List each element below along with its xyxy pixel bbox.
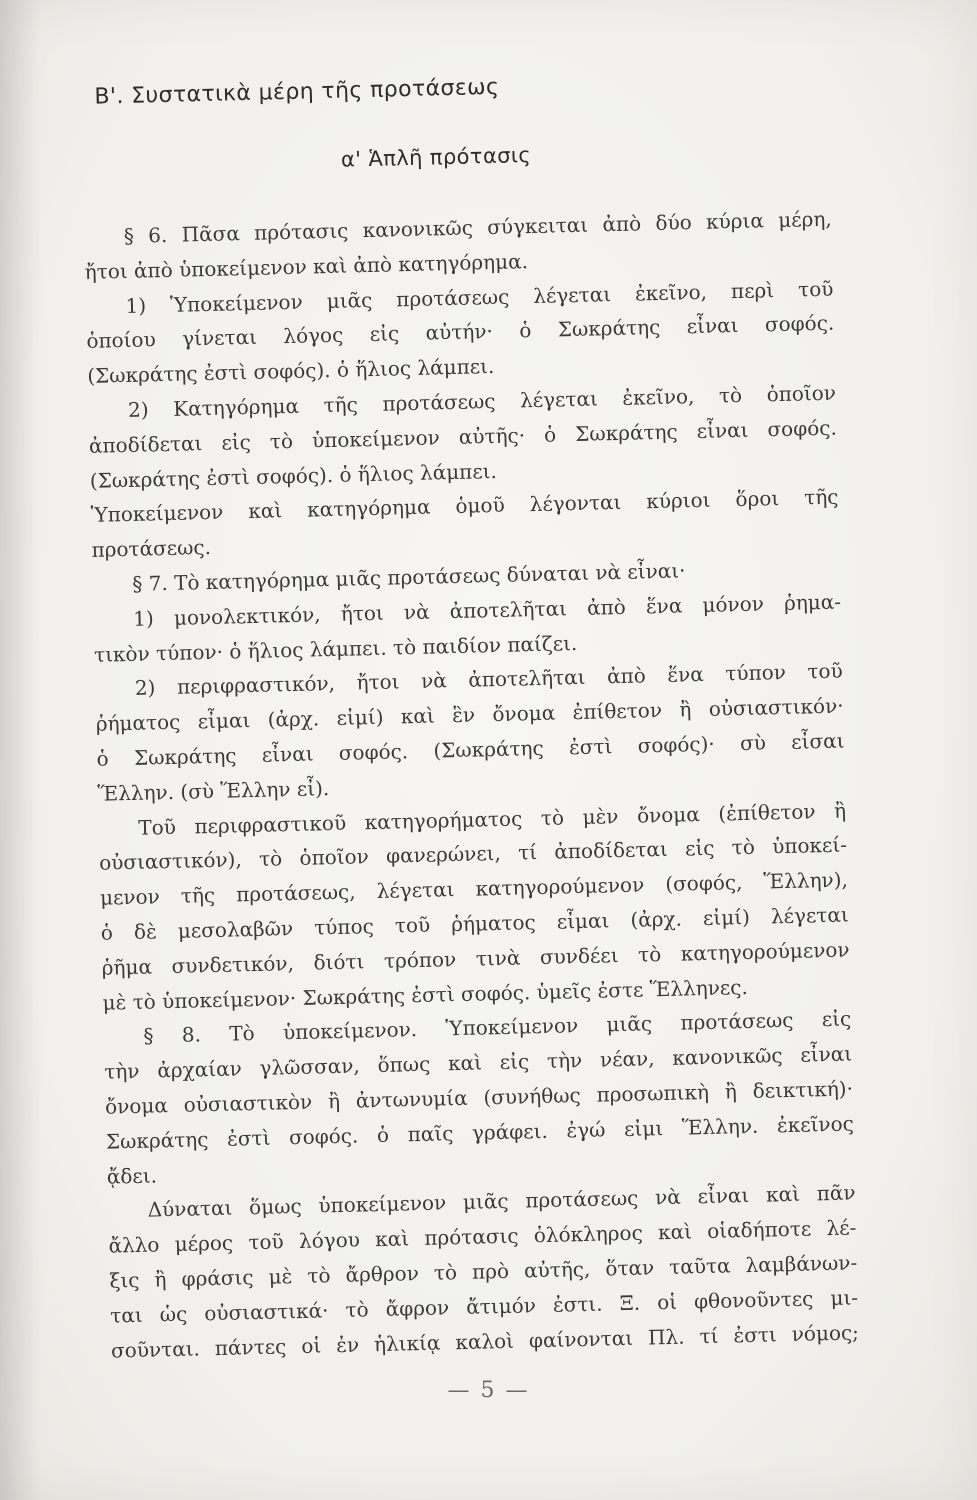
text-line: ῥήματος εἶμαι (ἀρχ. εἰμί) καὶ ἓν ὄνομα ἐπίθετον ἢ οὐσιαστικόν·	[95, 693, 844, 736]
text-line: Ἕλλην. (σὺ Ἕλλην εἶ).	[97, 775, 330, 806]
text-line: ὁ δὲ μεσολαβῶν τύπος τοῦ ῥήματος εἶμαι (ἀρχ. εἰμί) λέγεται	[100, 902, 849, 945]
text-line: ται ὡς οὐσιαστικά· τὸ ἄφρον ἄτιμόν ἐστι. Ξ. οἱ φθονοῦντες μι-	[109, 1285, 859, 1328]
text-line: Σωκράτης ἐστὶ σοφός. ὁ παῖς γράφει. ἐγώ εἰμι Ἕλλην. ἐκεῖνος	[105, 1111, 855, 1154]
text-line: 1) μονολεκτικόν, ἤτοι νὰ ἀποτελῆται ἀπὸ ἕνα μόνον ῥημα-	[132, 589, 842, 631]
text-line: προτάσεως.	[91, 535, 212, 563]
section-heading: α' Ἁπλῆ πρότασις	[340, 143, 532, 172]
text-line: ξις ἢ φράσις μὲ τὸ ἄρθρον τὸ πρὸ αὐτῆς, ὅταν ταῦτα λαμβάνων-	[109, 1250, 858, 1293]
text-line: (Σωκράτης ἐστὶ σοφός). ὁ ἥλιος λάμπει.	[89, 458, 498, 493]
text-line: μὲ τὸ ὑποκείμενον· Σωκράτης ἐστὶ σοφός. ὑμεῖς ἐστε Ἕλληνες.	[102, 974, 749, 1015]
text-line: 2) περιφραστικόν, ἤτοι νὰ ἀποτελῆται ἀπὸ ἕνα τύπον τοῦ	[134, 658, 844, 701]
text-line: 2) Κατηγόρημα τῆς προτάσεως λέγεται ἐκεῖνο, τὸ ὁποῖον	[127, 380, 837, 422]
text-line: § 6. Πᾶσα πρότασις κανονικῶς σύγκειται ἀπὸ δύο κύρια μέρη,	[123, 206, 832, 248]
text-line: τὴν ἀρχαίαν γλῶσσαν, ὅπως καὶ εἰς τὴν νέαν, κανονικῶς εἶναι	[103, 1041, 853, 1084]
text-line: § 8. Τὸ ὑποκείμενον. Ὑποκείμενον μιᾶς προτάσεως εἰς	[143, 1006, 852, 1049]
text-line: Τοῦ περιφραστικοῦ κατηγορήματος τὸ μὲν ὄνομα (ἐπίθετον ἢ	[138, 798, 847, 840]
text-line: ᾄδει.	[106, 1162, 158, 1189]
text-line: (Σωκράτης ἐστὶ σοφός). ὁ ἥλιος λάμπει.	[86, 354, 495, 389]
body-text	[83, 202, 859, 1368]
text-line: Ὑποκείμενον καὶ κατηγόρημα ὁμοῦ λέγονται κύριοι ὅροι τῆς	[90, 484, 839, 528]
text-line: 1) Ὑποκείμενον μιᾶς προτάσεως λέγεται ἐκεῖνο, περὶ τοῦ	[125, 276, 834, 318]
page-number: — 5 —	[447, 1378, 530, 1403]
text-line: ὁποίου γίνεται λόγος εἰς αὐτήν· ὁ Σωκράτης εἶναι σοφός.	[86, 311, 835, 354]
chapter-heading: Β'. Συστατικὰ μέρη τῆς προτάσεως	[94, 74, 500, 110]
text-line: μενον τῆς προτάσεως, λέγεται κατηγορούμενον (σοφός, Ἕλλην),	[99, 867, 849, 910]
text-line: ὁ Σωκράτης εἶναι σοφός. (Σωκράτης ἐστὶ σοφός)· σὺ εἶσαι	[96, 728, 845, 771]
text-line: ὄνομα οὐσιαστικὸν ἢ ἀντωνυμία (συνήθως προσωπικὴ ἢ δεικτική)·	[104, 1076, 854, 1119]
text-line: ἄλλο μέρος τοῦ λόγου καὶ πρότασις ὁλόκληρος καὶ οἱαδήποτε λέ-	[108, 1215, 857, 1258]
text-line: § 7. Τὸ κατηγόρημα μιᾶς προτάσεως δύναται νὰ εἶναι·	[132, 558, 686, 596]
text-line: σοῦνται. πάντες οἱ ἐν ἡλικίᾳ καλοὶ φαίνονται Πλ. τί ἐστι νόμος;	[110, 1319, 860, 1363]
text-line: Δύναται ὅμως ὑποκείμενον μιᾶς προτάσεως νὰ εἶναι καὶ πᾶν	[147, 1180, 856, 1222]
page-text-block	[80, 60, 859, 1368]
text-line: ῥῆμα συνδετικόν, διότι τρόπον τινὰ συνδέει τὸ κατηγορούμενον	[101, 937, 850, 980]
text-line: ἀποδίδεται εἰς τὸ ὑποκείμενον αὐτῆς· ὁ Σωκράτης εἶναι σοφός.	[88, 415, 838, 458]
text-line: τικὸν τύπον· ὁ ἥλιος λάμπει. τὸ παιδίον παίζει.	[93, 630, 578, 667]
text-line: οὐσιαστικόν), τὸ ὁποῖον φανερώνει, τί ἀποδίδεται εἰς τὸ ὑποκεί-	[98, 832, 848, 876]
text-line: ἤτοι ἀπὸ ὑποκείμενον καὶ ἀπὸ κατηγόρημα.	[84, 248, 529, 284]
